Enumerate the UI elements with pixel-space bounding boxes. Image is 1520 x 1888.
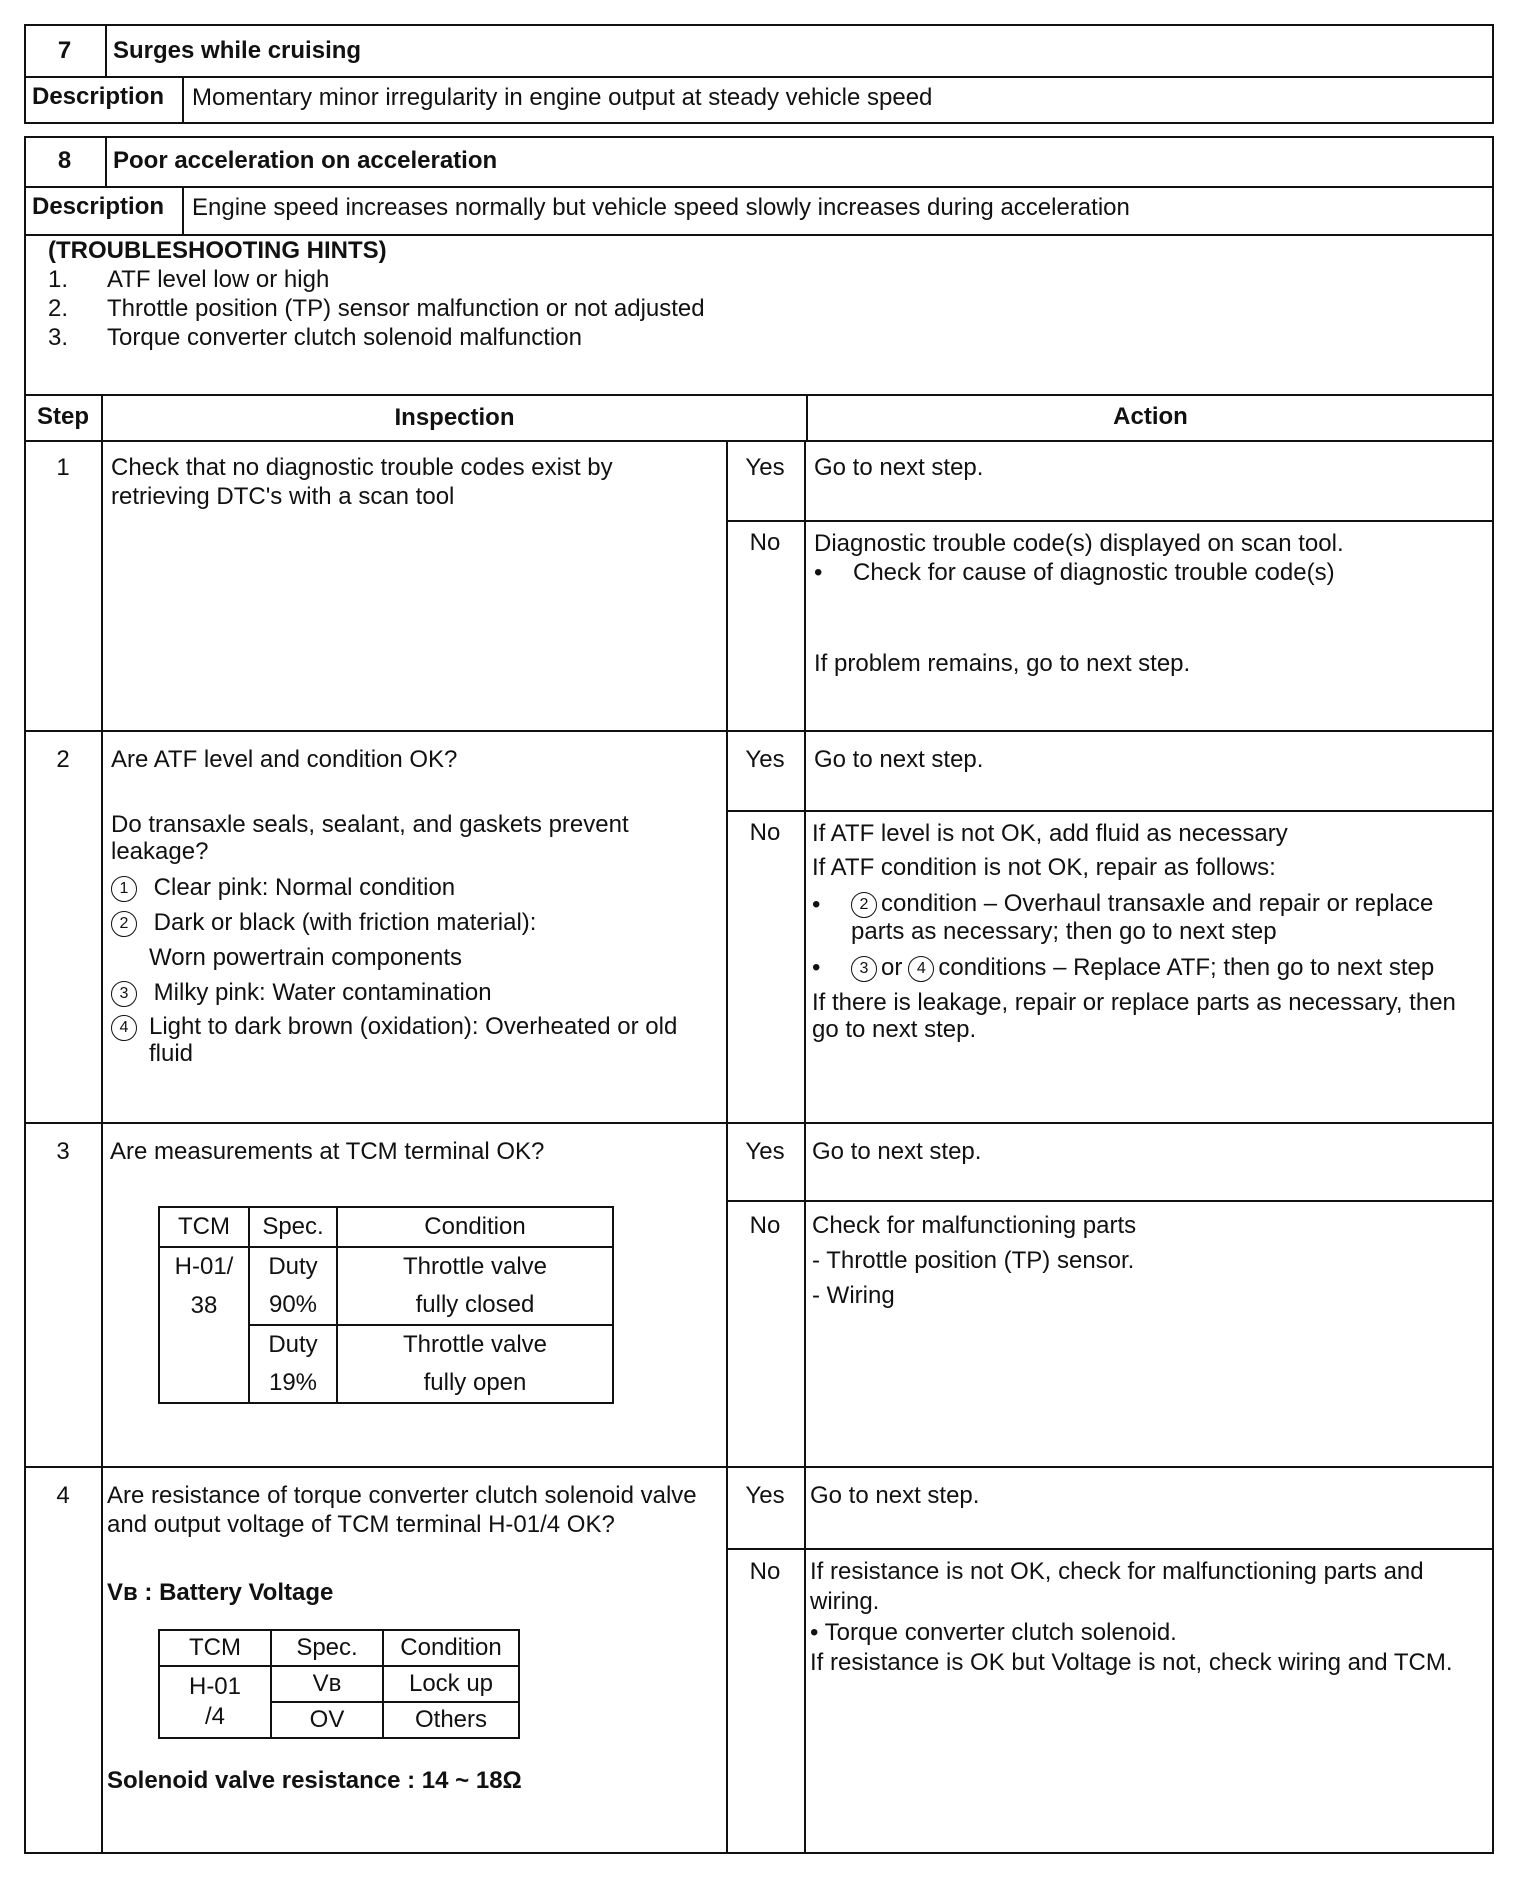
hint-3-text: Torque converter clutch solenoid malfunction (107, 324, 582, 351)
step-2-bullet-2-dot: • (812, 954, 821, 981)
step-3-cond-1b: fully closed (337, 1286, 613, 1325)
section-8-desc-divider (182, 186, 184, 234)
step-4-col-condition: Condition (383, 1630, 519, 1666)
step-3-yes-action: Go to next step. (812, 1138, 982, 1165)
section-8-title-separator (24, 186, 1494, 188)
step-2-no-line-2: If ATF condition is not OK, repair as follows: (812, 854, 1276, 881)
step-3-bottom (24, 1466, 1494, 1468)
step-1-no-action-1: Diagnostic trouble code(s) displayed on scan tool. (814, 530, 1344, 557)
step-3-no-line-3: - Wiring (812, 1282, 895, 1309)
step-3-spec-2a: Duty (249, 1325, 337, 1364)
step-3-col-spec: Spec. (249, 1207, 337, 1247)
step-1-inspection: Check that no diagnostic trouble codes exist by retrieving DTC's with a scan tool (111, 454, 613, 510)
step-2-bullet-2 (851, 953, 1434, 982)
header-inspection-action-line (806, 394, 808, 440)
step-4-no-line-2: • Torque converter clutch solenoid. (810, 1619, 1177, 1646)
step-2-no-line-3: If there is leakage, repair or replace parts as necessary, then go to next step. (812, 989, 1456, 1043)
condition-3 (111, 978, 492, 1007)
condition-1-text: Clear pink: Normal condition (153, 874, 456, 901)
step-4-terminal-a: H-01 (188, 1673, 242, 1700)
hints-title: (TROUBLESHOOTING HINTS) (48, 237, 387, 264)
section-7-separator (24, 76, 1494, 78)
step-4-terminal-b: /4 (204, 1703, 225, 1730)
step-4-number: 4 (56, 1482, 70, 1509)
step-3-cond-1a: Throttle valve (337, 1247, 613, 1286)
step-4-cond-2: Others (383, 1702, 519, 1738)
step-1-no-label: No (749, 529, 781, 556)
step-3-terminal-b: 38 (159, 1286, 249, 1325)
step-3-terminal-a: H-01/ (159, 1247, 249, 1286)
section-7-number: 7 (57, 37, 72, 64)
step-4-vb-label: Vʙ : Battery Voltage (107, 1579, 334, 1606)
hint-3-num: 3. (48, 324, 69, 351)
step-4-yes-action: Go to next step. (810, 1482, 980, 1509)
step-2-yes-action: Go to next step. (814, 746, 984, 773)
step-2-inspection-1: Are ATF level and condition OK? (111, 746, 458, 773)
section-8-title: Poor acceleration on acceleration (113, 147, 498, 174)
section-8-number: 8 (57, 147, 72, 174)
step-1-yes-no-line (726, 520, 1494, 522)
step-3-col-tcm: TCM (159, 1207, 249, 1247)
section-7-description-label: Description (32, 83, 165, 110)
step-3-inspection: Are measurements at TCM terminal OK? (110, 1138, 545, 1165)
step-3-no-line-2: - Throttle position (TP) sensor. (812, 1247, 1135, 1274)
step-3-cond-2a: Throttle valve (337, 1325, 613, 1364)
circled-4-icon: 4 (111, 1015, 137, 1041)
hint-2-text: Throttle position (TP) sensor malfunction or not adjusted (107, 295, 705, 322)
step-4-yes-label: Yes (745, 1482, 785, 1509)
step-1-number: 1 (56, 454, 70, 481)
yes-no-column-line-right (804, 440, 806, 1854)
section-7-divider (105, 24, 107, 76)
step-1-bullet-dot: • (814, 559, 823, 586)
step-3-cond-2b: fully open (337, 1364, 613, 1403)
step-2-bullet-2-or: or (881, 954, 903, 981)
section-7-desc-divider (182, 76, 184, 124)
circled-4-icon: 4 (908, 956, 934, 982)
condition-2-text: Dark or black (with friction material): (153, 909, 537, 936)
step-2-bullet-2-text: conditions – Replace ATF; then go to next step (938, 954, 1435, 981)
circled-3-icon: 3 (111, 981, 137, 1007)
step-3-spec-2b: 19% (249, 1364, 337, 1403)
step-4-resistance: Solenoid valve resistance : 14 ~ 18Ω (107, 1767, 522, 1794)
step-4-cond-1: Lock up (383, 1666, 519, 1702)
hint-2-num: 2. (48, 295, 69, 322)
step-1-no-action-2: If problem remains, go to next step. (814, 650, 1191, 677)
step-2-yes-no-line (726, 810, 1494, 812)
step-1-yes-label: Yes (745, 454, 785, 481)
step-4-spec-2: OV (271, 1702, 383, 1738)
step-3-yes-no-line (726, 1200, 1494, 1202)
circled-2-icon: 2 (851, 892, 877, 918)
step-column-line (101, 394, 103, 1854)
step-2-no-label: No (749, 819, 781, 846)
header-step: Step (36, 403, 89, 430)
step-1-bottom (24, 730, 1494, 732)
step-2-bullet-1 (851, 890, 1481, 945)
step-2-number: 2 (56, 746, 70, 773)
condition-4 (111, 1013, 711, 1067)
step-3-spec-1b: 90% (249, 1286, 337, 1325)
step-2-no-line-1: If ATF level is not OK, add fluid as necessary (812, 820, 1288, 847)
step-4-inspection: Are resistance of torque converter clutch solenoid valve and output voltage of TCM terminal H-01/4 OK? (107, 1482, 697, 1538)
step-2-inspection-2: Do transaxle seals, sealant, and gaskets prevent leakage? (111, 811, 629, 865)
table-header-bottom (24, 440, 1494, 442)
step-4-col-spec: Spec. (271, 1630, 383, 1666)
step-1-no-action-bullet: Check for cause of diagnostic trouble code(s) (853, 559, 1335, 586)
step-2-bullet-1-text: condition – Overhaul transaxle and repair or replace parts as necessary; then go to next step (851, 890, 1434, 945)
condition-1 (111, 873, 455, 902)
step-3-number: 3 (56, 1138, 70, 1165)
step-4-no-label: No (749, 1558, 781, 1585)
step-4-yes-no-line (726, 1548, 1494, 1550)
hint-1-num: 1. (48, 266, 69, 293)
condition-3-text: Milky pink: Water contamination (153, 979, 492, 1006)
step-3-no-line-1: Check for malfunctioning parts (812, 1212, 1137, 1239)
step-2-yes-label: Yes (745, 746, 785, 773)
hint-1-text: ATF level low or high (107, 266, 330, 293)
step-3-no-label: No (749, 1212, 781, 1239)
step-2-bottom (24, 1122, 1494, 1124)
section-8-description: Engine speed increases normally but vehicle speed slowly increases during acceleration (192, 194, 1130, 221)
step-3-col-condition: Condition (337, 1207, 613, 1247)
table-header-top (24, 394, 1494, 396)
section-8-description-label: Description (32, 193, 165, 220)
step-4-tcm-table (158, 1629, 520, 1739)
step-3-terminal-empty-2 (159, 1364, 249, 1403)
step-3-terminal-empty-1 (159, 1325, 249, 1364)
step-3-spec-1a: Duty (249, 1247, 337, 1286)
step-4-no-line-1: If resistance is not OK, check for malfunctioning parts and wiring. (810, 1558, 1424, 1615)
condition-2-continued: Worn powertrain components (149, 944, 463, 971)
circled-3-icon: 3 (851, 956, 877, 982)
step-3-yes-label: Yes (745, 1138, 785, 1165)
condition-4-text: Light to dark brown (oxidation): Overheated or old fluid (149, 1013, 678, 1067)
step-2-bullet-1-dot: • (812, 891, 821, 918)
header-action: Action (1113, 403, 1188, 430)
condition-2 (111, 908, 536, 937)
step-4-terminal (159, 1666, 271, 1738)
step-3-tcm-table (158, 1206, 614, 1404)
section-8-divider (105, 136, 107, 186)
circled-1-icon: 1 (111, 876, 137, 902)
header-inspection: Inspection (394, 404, 515, 431)
step-4-no-line-3: If resistance is OK but Voltage is not, check wiring and TCM. (810, 1649, 1453, 1676)
section-7-description: Momentary minor irregularity in engine output at steady vehicle speed (192, 84, 933, 111)
step-4-spec-1: Vʙ (271, 1666, 383, 1702)
circled-2-icon: 2 (111, 911, 137, 937)
step-1-yes-action: Go to next step. (814, 454, 984, 481)
step-4-col-tcm: TCM (159, 1630, 271, 1666)
section-7-title: Surges while cruising (113, 37, 362, 64)
